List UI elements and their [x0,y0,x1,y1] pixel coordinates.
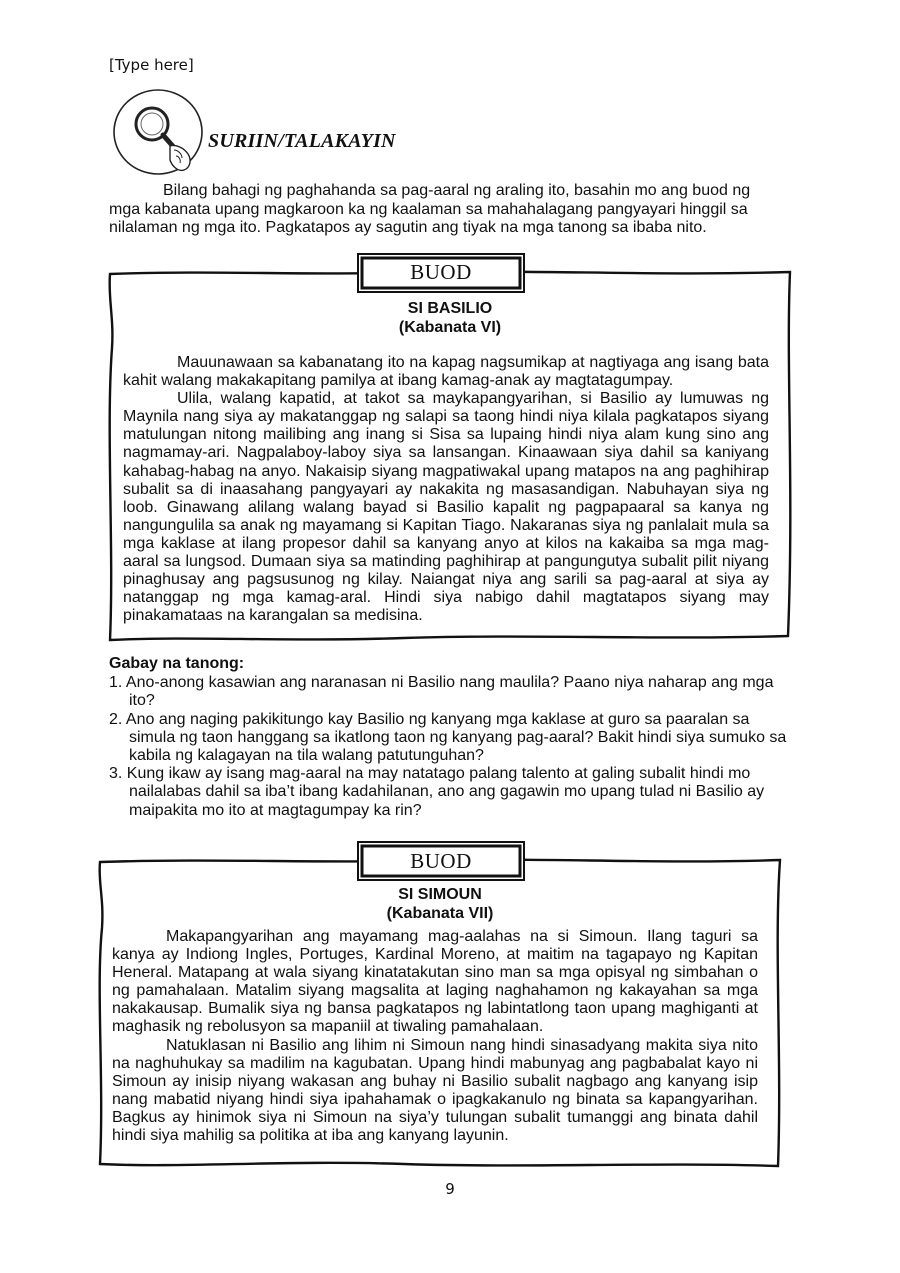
intro-text: Bilang bahagi ng paghahanda sa pag-aaral ng araling ito, basahin mo ang buod ng mga kabanata upang magkaroon ka ng kaalaman sa mahahalagang pangyayari hinggil sa nilalaman ng mga ito. Pagkatapos ay sagutin ang tiyak na mga tanong sa ibaba nito. [109,182,751,236]
section-title: SURIIN/TALAKAYIN [208,130,396,152]
summary-heading: SI SIMOUN [398,886,482,903]
summary-chapter: (Kabanata VII) [386,904,494,922]
summary-paragraph: Natuklasan ni Basilio ang lihim ni Simoun nang hindi sinasadyang makita siya nito na naghuhukay sa madilim na kagubatan. Upang hindi mabunyag ang pagbabalat kayo ni Simoun ay inisip niyang wakasan ang buhay ni Basilio subalit nagbago ang kanyang isip nang mabatid niyang hindi siya ipahahamak o ipagkakanulo ng binata sa kapangyarihan. Bagkus ay hinimok siya ni Simoun na siya’y tulungan subalit tumanggi ang binata dahil hindi siya mahilig sa politika at iba ang kanyang layunin. [112,1036,758,1145]
summary-chapter: (Kabanata VI) [398,318,502,336]
summary-body [112,928,758,1145]
summary-paragraph: Ulila, walang kapatid, at takot sa maykapangyarihan, si Basilio ay lumuwas ng Maynila nang siya ay makatanggap ng salapi sa taong hindi niya kilala pagkatapos siyang matulungan nitong mailibing ang inang si Sisa sa lupaing hindi niya alam kung sino ang nagmamay-ari. Nagpalaboy-laboy siya sa lansangan. Kinaawaan siya dahil sa kaniyang kahabag-habag na anyo. Nakaisip siyang magpatiwakal upang matapos na ang paghihirap subalit sa di inaasahang pangyayari ay nakakita ng masasandigan. Nabuhayan siya ng loob. Ginawang alilang walang bayad si Basilio kapalit ng pagpapaaral sa kanya ng nangungulila sa anak ng mayamang si Kapitan Tiago. Nakaranas siya ng panlalait mula sa mga kaklase at ilang propesor dahil sa kanyang anyo at kilos na kakaiba sa mga mag-aaral sa lungsod. Dumaan siya sa matinding paghihirap at pangungutya subalit pilit niyang pinaghusay ang pagsusunog ng kilay. Naiangat niya ang sarili sa pag-aaral at siya ay natanggap ng mga kamag-aral. Hindi siya nabigo dahil magtatapos siyang may pinakamataas na karangalan sa medisina. [123,390,769,625]
buod-label: BUOD [410,260,472,284]
summary-paragraph: Makapangyarihan ang mayamang mag-aalahas na si Simoun. Ilang taguri sa kanya ay Indiong Ingles, Portuges, Kardinal Moreno, at maitim na tagapayo ng Kapitan Heneral. Matapang at wala siyang kinatatakutan sino man sa mga opisyal ng simbahan o ng pamahalaan. Matalim siyang magsalita at laging naghahamon ng kakayahan sa mga nakakausap. Bumalik siya ng bansa pagkatapos ng labintatlong taon upang maghiganti at maghasik ng rebolusyon sa mapaniil at tiwaling pamahalaan. [112,928,758,1036]
question-item: 2. Ano ang naging pakikitungo kay Basilio ng kanyang mga kaklase at guro sa paaralan sa simula ng taon hanggang sa ikatlong taon ng kanyang pag-aaral? Bakit hindi siya sumuko sa kabila ng kalagayan na tila walang patutunguhan? [109,710,787,765]
question-item: 3. Kung ikaw ay isang mag-aaral na may natatago palang talento at galing subalit hindi mo nailalabas dahil sa iba’t ibang kadahilanan, ano ang gagawin mo upang tulad ni Basilio ay maipakita mo ito at magtagumpay ka rin? [109,765,765,819]
summary-box-basilio [104,248,796,644]
magnifying-glass-icon [112,88,208,176]
summary-body [123,354,769,625]
summary-title [94,886,786,923]
header-note: [Type here] [109,56,194,74]
summary-paragraph: Mauunawaan sa kabanatang ito na kapag nagsumikap at nagtiyaga ang isang bata kahit walang makakapitang pamilya at ibang kamag-anak ay magtatagumpay. [123,354,769,390]
summary-heading: SI BASILIO [407,300,493,317]
guide-heading: Gabay na tanong: [109,655,245,672]
intro-paragraph [109,182,782,238]
page-number: 9 [445,1180,455,1198]
summary-title [104,300,796,337]
summary-box-simoun [94,838,786,1172]
buod-label: BUOD [410,849,472,873]
guide-questions [109,655,789,820]
question-item: 1. Ano-anong kasawian ang naranasan ni Basilio nang maulila? Paano niya naharap ang mga ito? [109,674,774,710]
